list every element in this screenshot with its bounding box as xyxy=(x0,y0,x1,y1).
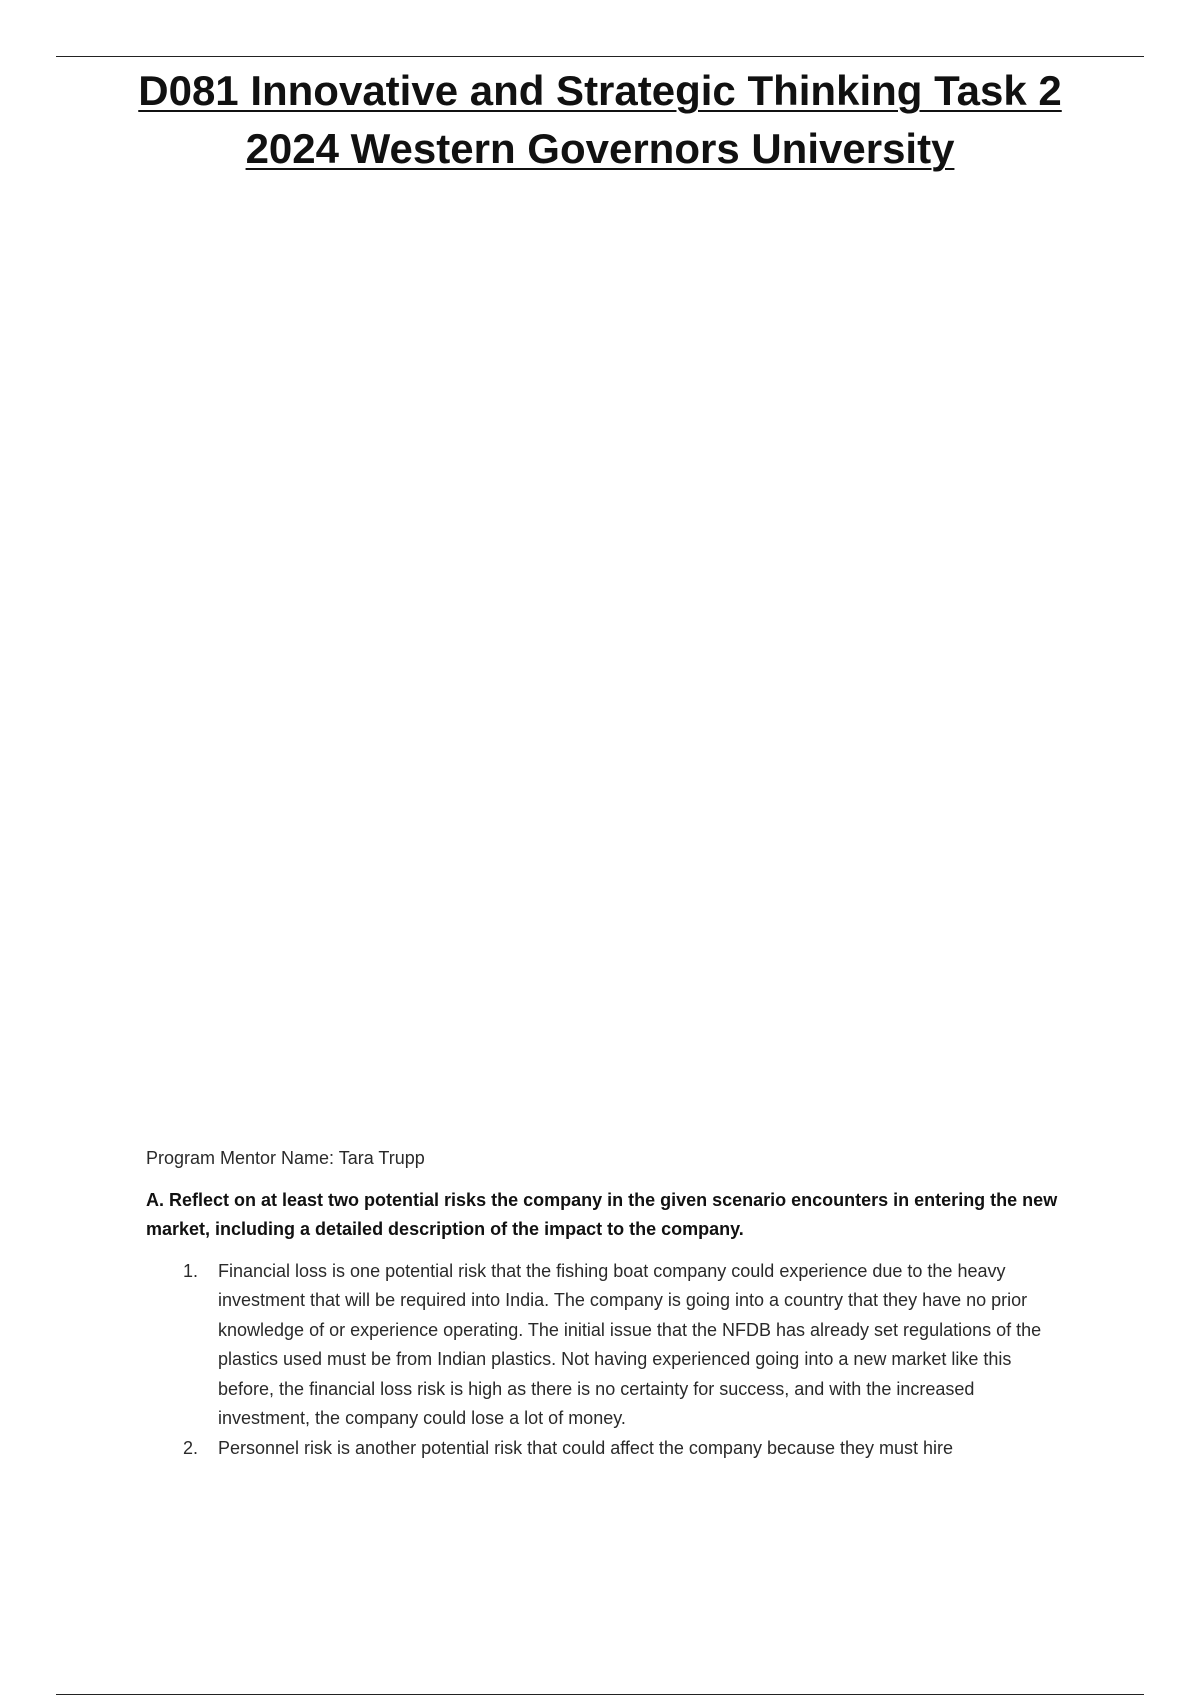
list-item-text: Financial loss is one potential risk that the fishing boat company could experience due to the heavy investment that will be required into India. The company is going into a country that they have no prior knowledge of or experience operating. The initial issue that the NFDB has already set regulations of the plastics used must be from Indian plastics. Not having experienced going into a new market like this before, the financial loss risk is high as there is no certainty for success, and with the increased investment, the company could lose a lot of money. xyxy=(218,1260,1042,1428)
title-line-2: 2024 Western Governors University xyxy=(245,125,955,172)
list-item-text: Personnel risk is another potential risk that could affect the company because they must hire xyxy=(218,1437,954,1458)
section-a-prompt: A. Reflect on at least two potential risks the company in the given scenario encounters in entering the new market, including a detailed description of the impact to the company. xyxy=(146,1189,1058,1239)
list-item-number: 2. xyxy=(183,1437,199,1458)
list-item xyxy=(146,1257,1066,1434)
document-title xyxy=(56,62,1144,178)
document-body xyxy=(146,1144,1066,1463)
list-item xyxy=(146,1434,1066,1464)
risk-list xyxy=(146,1257,1066,1464)
program-mentor-name: Program Mentor Name: Tara Trupp xyxy=(146,1148,425,1168)
list-item-number: 1. xyxy=(183,1260,199,1281)
top-rule xyxy=(56,56,1144,57)
title-line-1: D081 Innovative and Strategic Thinking Task 2 xyxy=(138,67,1062,114)
bottom-rule xyxy=(56,1694,1144,1695)
